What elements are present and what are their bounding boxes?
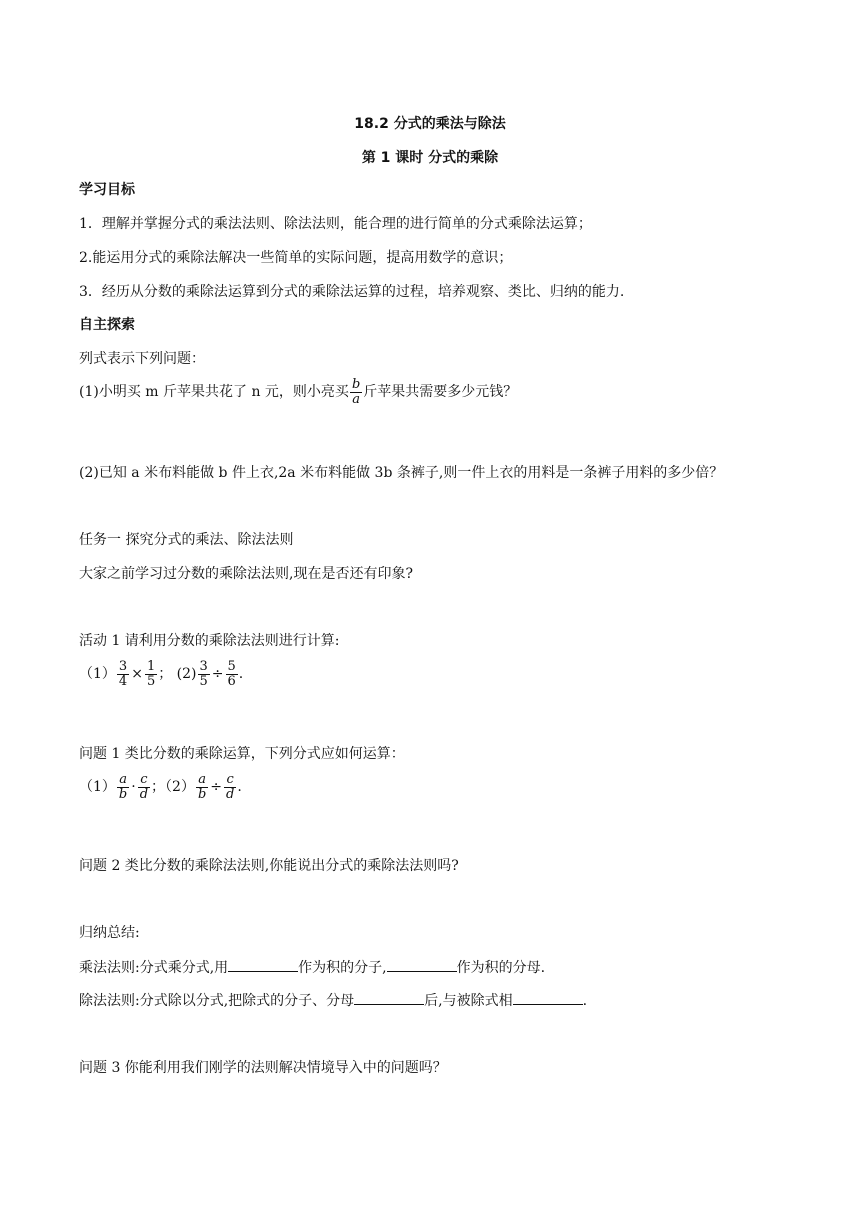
denominator: 5	[199, 673, 208, 689]
explore-intro: 列式表示下列问题：	[79, 351, 205, 367]
problem-part-1-label: （1）	[79, 779, 116, 796]
numerator: c	[140, 772, 148, 787]
div-rule-part-c: .	[582, 993, 588, 1009]
objective-item-2: 2.能运用分式的乘除法解决一些简单的实际问题，提高用数学的意识；	[79, 250, 513, 266]
fraction-a-b-2	[196, 773, 208, 801]
fraction-1-5	[145, 660, 157, 688]
fraction-c-d	[138, 773, 150, 801]
denominator: d	[139, 786, 149, 802]
fill-blank-2[interactable]	[387, 959, 457, 972]
objectives-heading: 学习目标	[79, 182, 135, 198]
fill-blank-1[interactable]	[228, 959, 298, 972]
activity-separator: ； (2)	[158, 666, 197, 683]
mult-rule-part-b: 作为积的分子,	[298, 960, 387, 976]
multiply-sign: ×	[131, 666, 143, 683]
problem-end: .	[237, 779, 242, 796]
mult-rule-part-a: 乘法法则:分式乘分式,用	[79, 960, 229, 976]
numerator: c	[226, 772, 234, 787]
numerator: 1	[146, 659, 156, 674]
activity-part-1-label: （1）	[79, 666, 116, 683]
page-subtitle: 第 1 课时 分式的乘除	[361, 150, 499, 166]
divide-sign: ÷	[211, 666, 224, 683]
activity-end: .	[238, 666, 244, 683]
q1-fraction-denominator: a	[350, 392, 362, 407]
explore-heading: 自主探索	[79, 317, 135, 333]
div-rule-part-b: 后,与被除式相	[424, 993, 513, 1009]
division-rule	[79, 992, 587, 1010]
objective-item-3: 3．经历从分数的乘除法运算到分式的乘除法运算的过程，培养观察、类比、归纳的能力.	[79, 284, 625, 300]
dot-sign: ·	[131, 779, 136, 796]
fill-blank-4[interactable]	[513, 992, 583, 1005]
objective-item-1: 1．理解并掌握分式的乘法法则、除法法则，能合理的进行简单的分式乘除法运算；	[79, 216, 592, 232]
denominator: d	[226, 786, 235, 802]
multiplication-rule	[79, 959, 545, 977]
denominator: 6	[227, 673, 236, 689]
problem-1-expressions	[79, 773, 242, 801]
fraction-a-b	[117, 773, 129, 801]
fraction-c-d-2	[224, 773, 236, 801]
explore-question-2: (2)已知 a 米布料能做 b 件上衣,2a 米布料能做 3b 条裤子,则一件上衣的用料是一条裤子用料的多少倍？	[79, 465, 724, 481]
task1-heading: 任务一 探究分式的乘法、除法法则	[79, 532, 294, 548]
numerator: a	[198, 772, 206, 787]
q1-text-before: (1)小明买 m 斤苹果共花了 n 元，则小亮买	[79, 384, 349, 401]
activity-1-expressions	[79, 660, 243, 688]
numerator: 3	[118, 659, 128, 674]
problem-2: 问题 2 类比分数的乘除法法则,你能说出分式的乘除法法则吗?	[79, 858, 459, 874]
denominator: b	[118, 786, 128, 802]
problem-separator: ；（2）	[151, 779, 195, 796]
q1-fraction	[350, 378, 362, 406]
activity-1: 活动 1 请利用分数的乘除法法则进行计算:	[79, 633, 340, 649]
fraction-3-5	[198, 660, 210, 688]
denominator: 5	[146, 673, 156, 689]
q1-text-after: 斤苹果共需要多少元钱？	[363, 384, 518, 401]
denominator: b	[197, 786, 207, 802]
problem-1: 问题 1 类比分数的乘除运算，下列分式应如何运算：	[79, 746, 405, 762]
fraction-3-4	[117, 660, 129, 688]
denominator: 4	[118, 673, 128, 689]
numerator: 5	[227, 659, 236, 674]
problem-3: 问题 3 你能利用我们刚学的法则解决情境导入中的问题吗？	[79, 1060, 447, 1076]
summary-heading: 归纳总结:	[79, 925, 140, 941]
fill-blank-3[interactable]	[354, 992, 424, 1005]
numerator: a	[119, 772, 127, 787]
page-title: 18.2 分式的乘法与除法	[354, 116, 506, 132]
fraction-5-6	[226, 660, 238, 688]
numerator: 3	[199, 659, 208, 674]
q1-fraction-numerator: b	[351, 377, 361, 392]
explore-question-1	[79, 378, 517, 406]
divide-sign: ÷	[210, 779, 223, 796]
div-rule-part-a: 除法法则:分式除以分式,把除式的分子、分母	[79, 993, 355, 1009]
task1-intro: 大家之前学习过分数的乘除法法则,现在是否还有印象?	[79, 566, 413, 582]
mult-rule-part-c: 作为积的分母.	[456, 960, 546, 976]
